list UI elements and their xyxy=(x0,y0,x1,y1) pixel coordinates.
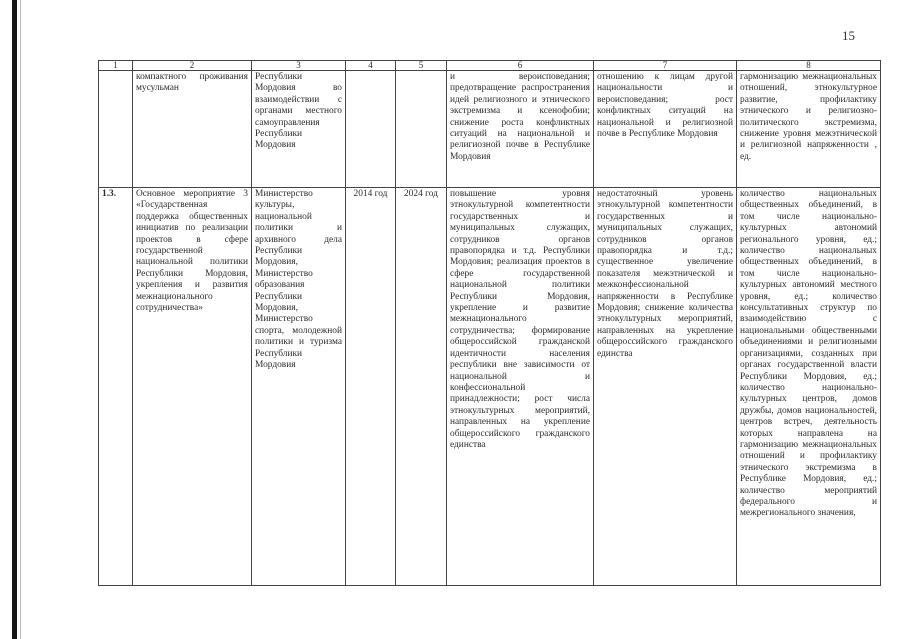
cell-executor: Министерство культуры, национальной политики и архивного дела Республики Мордовия, Министерство образования Республики Мордовия, Министерство спорта, молодежной политики и туризма Республики Мордовия xyxy=(252,188,346,586)
header-cell: 2 xyxy=(133,61,252,71)
cell-indicators: гармонизацию межнациональных отношений, этнокультурное развитие, профилактику этнического и религиозно-политического экстремизма, снижение уровня межэтнической и религиозной напряженности , ед. xyxy=(737,71,881,188)
scan-edge-bar xyxy=(12,0,17,639)
header-cell: 1 xyxy=(99,61,133,71)
table-row-1-3 xyxy=(99,188,881,586)
header-cell: 6 xyxy=(447,61,594,71)
cell-measure-name: компактного проживания мусульман xyxy=(133,71,252,188)
scan-edge-line xyxy=(20,0,21,639)
cell-consequences: отношению к лицам другой национальности и вероисповедания; рост конфликтных ситуаций на национальной и религиозной почве в Республике Мордовия xyxy=(594,71,737,188)
cell-expected-result: повышение уровня этнокультурной компетентности государственных и муниципальных служащих, сотрудников органов правопорядка и т.д. Республики Мордовия; реализация проектов в сфере государственной национальной политики Республики Мордовия, укрепление и развитие межнационального сотрудничества; формирование общероссийской гражданской идентичности населения республики вне зависимости от национальной и конфессиональной принадлежности; рост числа этнокультурных мероприятий, направленных на укрепление общероссийского гражданского единства xyxy=(447,188,594,586)
cell-end-empty xyxy=(396,71,447,188)
header-cell: 7 xyxy=(594,61,737,71)
cell-consequences: недостаточный уровень этнокультурной компетентности государственных и муниципальных служащих, сотрудников органов правопорядка и т.д.; существенное увеличение показателя межэтнической и межконфессиональной напряженности в Республике Мордовия; снижение количества этнокультурных мероприятий, направленных на укрепление общероссийского гражданского единства xyxy=(594,188,737,586)
cell-executor: Республики Мордовия во взаимодействии с органами местного самоуправления Республики Мордовия xyxy=(252,71,346,188)
program-table xyxy=(98,60,881,586)
header-cell: 3 xyxy=(252,61,346,71)
cell-expected-result: и вероисповедания; предотвращение распространения идей религиозного и этнического экстремизма и ксенофобии; снижение роста конфликтных ситуаций на национальной и религиозной почве в Республике Мордовия xyxy=(447,71,594,188)
header-cell: 4 xyxy=(346,61,396,71)
cell-start-empty xyxy=(346,71,396,188)
table-row-continued xyxy=(99,71,881,188)
cell-end-year: 2024 год xyxy=(396,188,447,586)
cell-start-year: 2014 год xyxy=(346,188,396,586)
cell-indicators: количество национальных общественных объединений, в том числе национально-культурных автономий регионального уровня, ед.; количество национальных общественных объединений, в том числе национально-культурных автономий местного уровня, ед.; количество консультативных структур по взаимодействию с национальными общественными объединениями и религиозными организациями, созданных при органах государственной власти Республики Мордовия, ед.; количество национально-культурных центров, домов дружбы, домов национальностей, центров встреч, деятельность которых направлена на гармонизацию межнациональных отношений и профилактику этнического экстремизма в Республике Мордовия, ед.; количество мероприятий федерального и межрегионального значения, xyxy=(737,188,881,586)
table-header-row xyxy=(99,61,881,71)
page-number: 15 xyxy=(842,28,855,43)
header-cell: 8 xyxy=(737,61,881,71)
cell-num-empty xyxy=(99,71,133,188)
cell-measure-name: Основное мероприятие 3 «Государственная поддержка общественных инициатив по реализации проектов в сфере государственной национальной политики Республики Мордовия, укрепления и развития межнационального сотрудничества» xyxy=(133,188,252,586)
header-cell: 5 xyxy=(396,61,447,71)
cell-row-number: 1.3. xyxy=(99,188,133,586)
